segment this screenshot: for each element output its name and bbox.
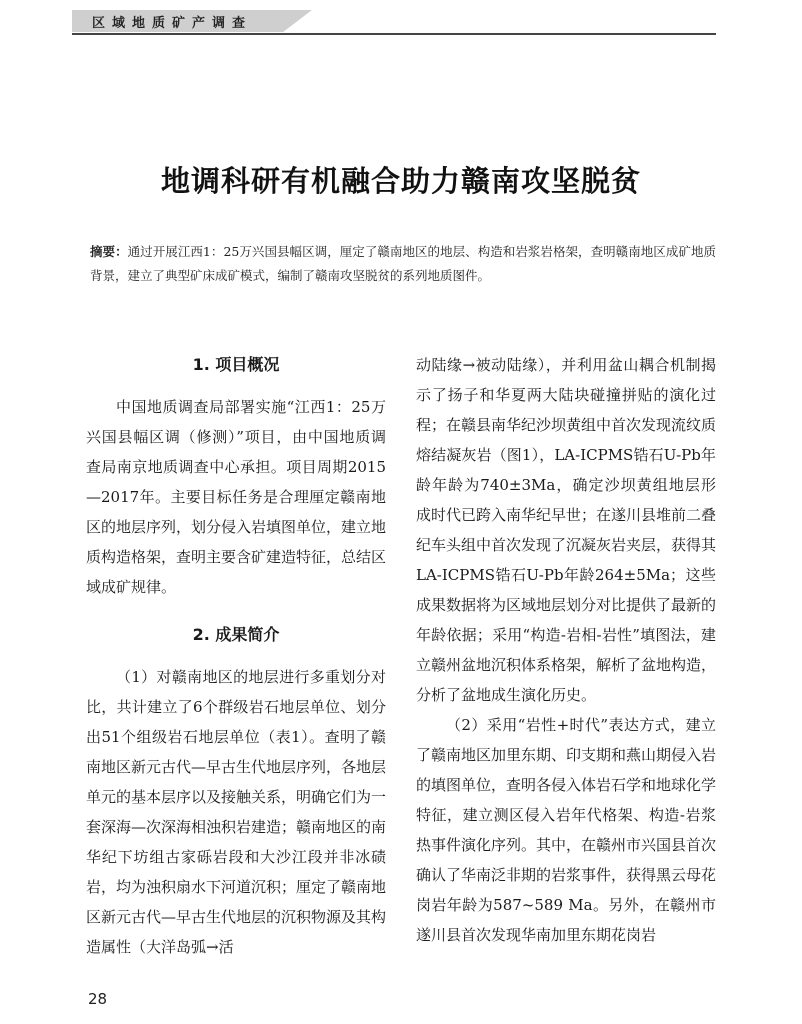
abstract-text: 通过开展江西1：25万兴国县幅区调，厘定了赣南地区的地层、构造和岩浆岩格架，查明赣南地区成矿地质背景，建立了典型矿床成矿模式，编制了赣南攻坚脱贫的系列地质图件。: [90, 244, 716, 283]
left-column: [86, 350, 386, 962]
running-header: 区域地质矿产调查: [92, 16, 253, 31]
paragraph-results-2: （2）采用“岩性+时代”表达方式，建立了赣南地区加里东期、印支期和燕山期侵入岩的填图单位，查明各侵入体岩石学和地球化学特征，建立测区侵入岩年代格架、构造-岩浆热事件演化序列。其中，在赣州市兴国县首次确认了华南泛非期的岩浆事件，获得黑云母花岗岩年龄为587~589 Ma。另外，在赣州市遂川县首次发现华南加里东期花岗岩: [416, 716, 717, 944]
right-column: [416, 350, 716, 950]
section-heading-results: 2. 成果简介: [192, 625, 280, 644]
abstract-label: 摘要：: [90, 244, 128, 259]
header-rule: [72, 33, 716, 35]
paragraph-results-1-continued: 动陆缘→被动陆缘），并利用盆山耦合机制揭示了扬子和华夏两大陆块碰撞拼贴的演化过程；在赣县南华纪沙坝黄组中首次发现流纹质熔结凝灰岩（图1），LA-ICPMS锆石U-Pb年龄年龄为740±3Ma，确定沙坝黄组地层形成时代已跨入南华纪早世；在遂川县堆前二叠纪车头组中首次发现了沉凝灰岩夹层，获得其LA-ICPMS锆石U-Pb年龄264±5Ma；这些成果数据将为区域地层划分对比提供了最新的年龄依据；采用“构造-岩相-岩性”填图法，建立赣州盆地沉积体系格架，解析了盆地构造，分析了盆地成生演化历史。: [416, 356, 717, 704]
abstract: [90, 240, 716, 288]
page-number: 28: [88, 990, 108, 1008]
paragraph-overview: 中国地质调查局部署实施“江西1：25万兴国县幅区调（修测）”项目，由中国地质调查局南京地质调查中心承担。项目周期2015—2017年。主要目标任务是合理厘定赣南地区的地层序列，划分侵入岩填图单位，建立地质构造格架，查明主要含矿建造特征，总结区域成矿规律。: [86, 398, 387, 596]
section-heading-overview: 1. 项目概况: [192, 355, 280, 374]
article-title: 地调科研有机融合助力赣南攻坚脱贫: [160, 164, 641, 199]
paragraph-results-1-start: （1）对赣南地区的地层进行多重划分对比，共计建立了6个群级岩石地层单位、划分出51个组级岩石地层单位（表1）。查明了赣南地区新元古代—早古生代地层序列，各地层单元的基本层序以及接触关系，明确它们为一套深海—次深海相浊积岩建造；赣南地区的南华纪下坊组古家砾岩段和大沙江段并非冰碛岩，均为浊积扇水下河道沉积；厘定了赣南地区新元古代—早古生代地层的沉积物源及其构造属性（大洋岛弧→活: [86, 668, 387, 956]
